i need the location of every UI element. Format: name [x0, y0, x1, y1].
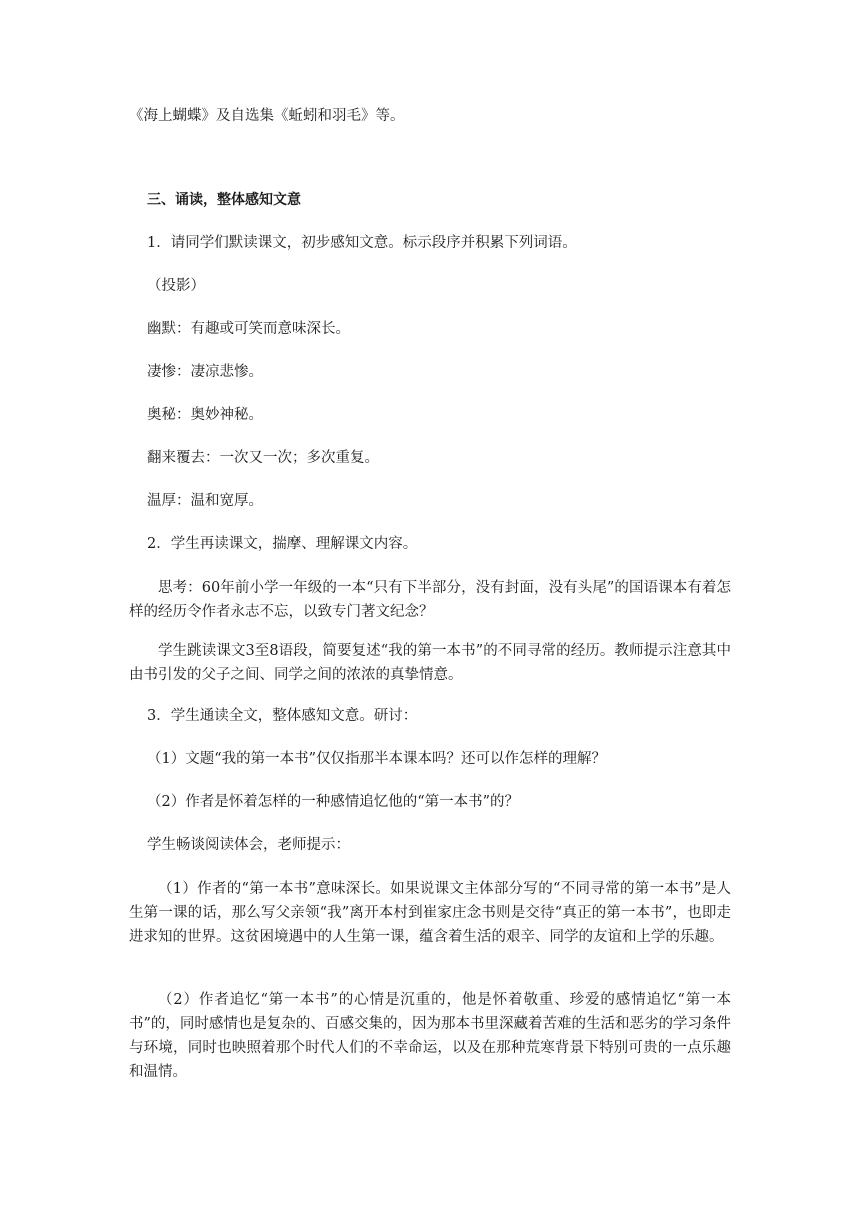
section-heading: 三、诵读，整体感知文意	[147, 192, 301, 208]
step-3-text: 3．学生通读全文，整体感知文意。研讨：	[147, 708, 418, 724]
think-paragraph: 思考：60年前小学一年级的一本“只有下半部分，没有封面，没有头尾”的国语课本有着怎样的经历令作者永志不忘，以致专门著文纪念？	[129, 580, 731, 620]
answer-1-paragraph: （1）作者的“第一本书”意味深长。如果说课文主体部分写的“不同寻常的第一本书”是人生第一课的话，那么写父亲领“我”离开本村到崔家庄念书则是交待“真正的第一本书”，也即走进求知的世界。这贫困境遇中的人生第一课，蕴含着生活的艰辛、同学的友谊和上学的乐趣。	[129, 881, 731, 945]
share-text: 学生畅谈阅读体会，老师提示：	[147, 837, 350, 853]
intro-tail-text: 《海上蝴蝶》及自选集《蚯蚓和羽毛》等。	[129, 108, 405, 124]
vocab-item: 翻来覆去：一次又一次；多次重复。	[147, 450, 379, 466]
vocab-item: 幽默：有趣或可笑而意味深长。	[147, 321, 350, 337]
answer-2-paragraph: （2）作者追忆“第一本书”的心情是沉重的，他是怀着敬重、珍爱的感情追忆“第一本书”的，同时感情也是复杂的、百感交集的，因为那本书里深藏着苦难的生活和恶劣的学习条件与环境，同时也映照着那个时代人们的不幸命运，以及在那种荒寒背景下特别可贵的一点乐趣和温情。	[129, 992, 731, 1080]
question-2: （2）作者是怀着怎样的一种感情追忆他的“第一本书”的？	[147, 794, 520, 810]
vocab-item: 奥秘：奥妙神秘。	[147, 407, 263, 423]
step-1-text: 1．请同学们默读课文，初步感知文意。标示段序并积累下列词语。	[147, 235, 577, 251]
skim-paragraph: 学生跳读课文3至8语段，简要复述“我的第一本书”的不同寻常的经历。教师提示注意其中由书引发的父子之间、同学之间的浓浓的真挚情意。	[129, 643, 731, 683]
vocab-item: 凄惨：凄凉悲惨。	[147, 364, 263, 380]
step-2-text: 2．学生再读课文，揣摩、理解课文内容。	[147, 536, 418, 552]
question-1: （1）文题“我的第一本书”仅仅指那半本课本吗？还可以作怎样的理解？	[147, 751, 607, 767]
projection-note: （投影）	[147, 278, 205, 294]
vocab-item: 温厚：温和宽厚。	[147, 493, 263, 509]
